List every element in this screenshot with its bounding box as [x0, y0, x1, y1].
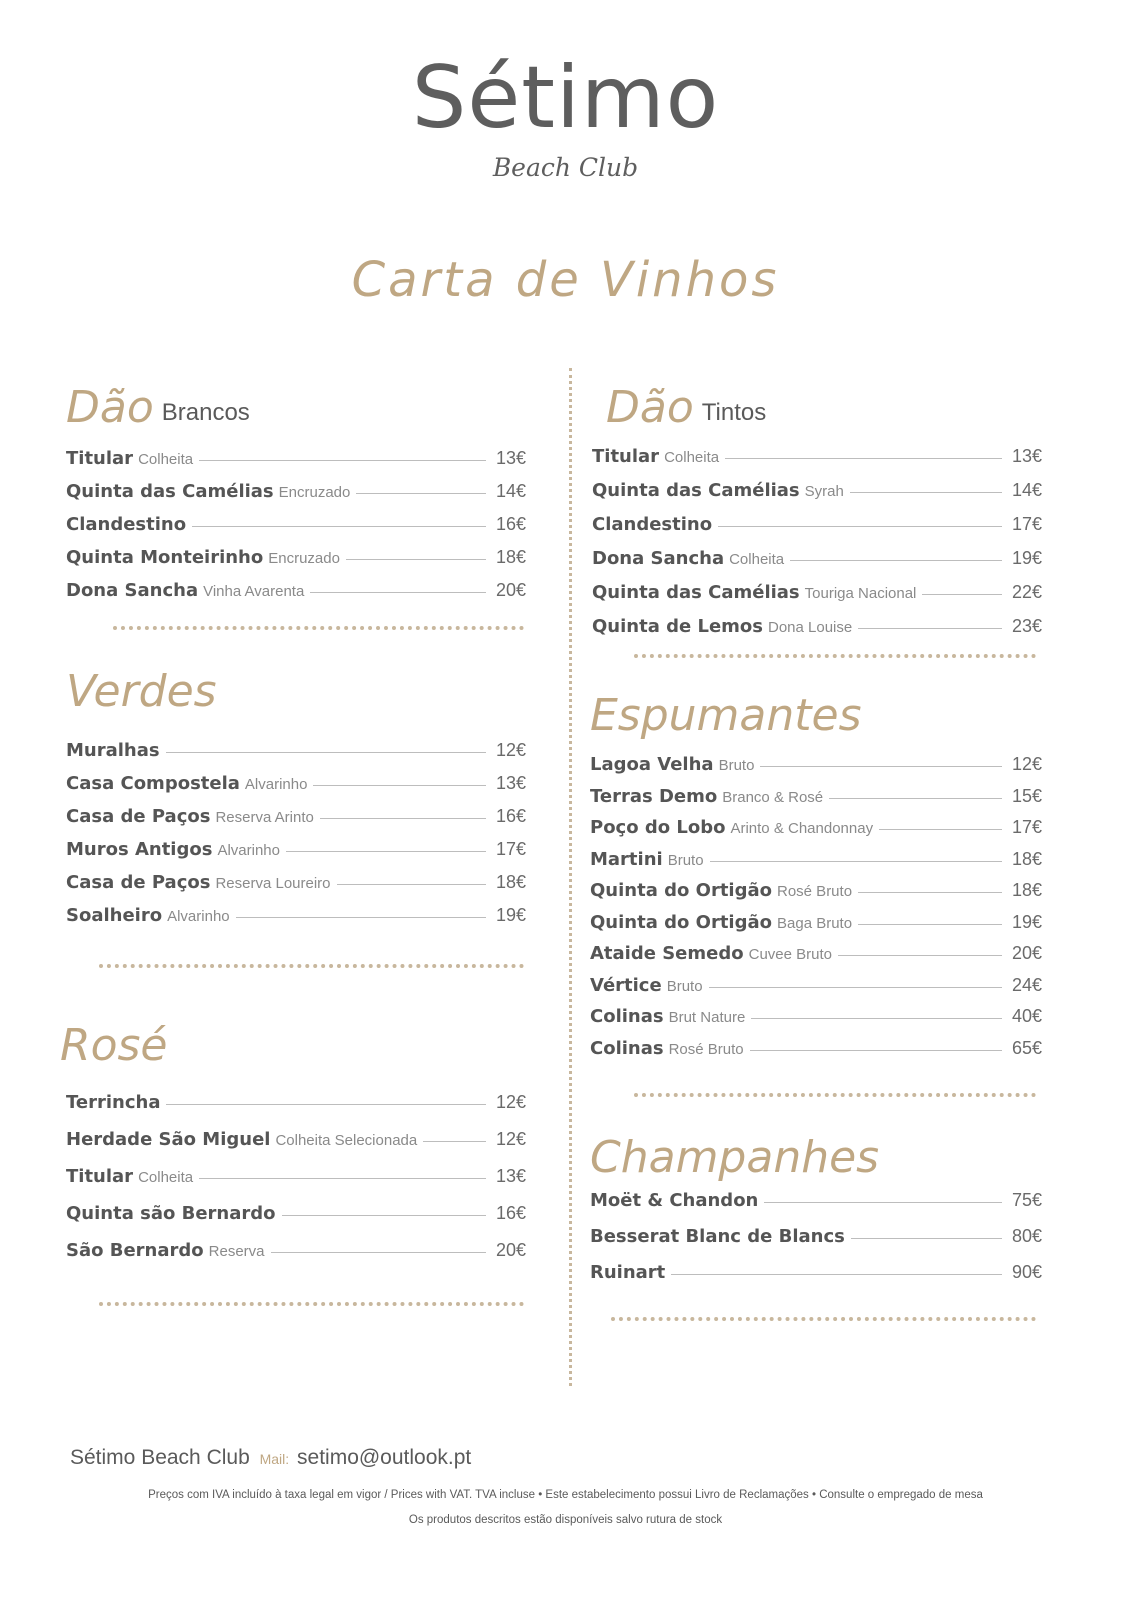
price-leader-line [320, 818, 486, 819]
wine-item [590, 1006, 1042, 1038]
brand-logo [0, 48, 1131, 182]
wine-name: Ruinart [590, 1262, 666, 1283]
section-title [60, 1010, 526, 1071]
wine-item [590, 1190, 1042, 1226]
wine-name: Terrincha [66, 1092, 161, 1113]
price-leader-line [750, 1050, 1002, 1051]
footer-mail-label: Mail: [259, 1451, 290, 1467]
section-verdes [66, 656, 526, 938]
wine-price: 40€ [1011, 1006, 1042, 1026]
wine-description: Alvarinho [217, 842, 280, 859]
wine-name: Herdade São Miguel [66, 1129, 271, 1150]
price-leader-line [709, 987, 1002, 988]
wine-price: 20€ [495, 1240, 526, 1260]
wine-name: Colinas [590, 1006, 664, 1027]
section-separator [99, 964, 524, 968]
wine-item [66, 740, 526, 773]
section-title [592, 372, 1042, 433]
wine-name: Quinta Monteirinho [66, 547, 264, 568]
price-leader-line [282, 1215, 486, 1216]
section-separator [634, 654, 1036, 658]
wine-description: Syrah [804, 483, 844, 500]
footer-mail-link[interactable]: setimo@outlook.pt [297, 1446, 472, 1469]
wine-price: 65€ [1011, 1037, 1042, 1058]
section-separator [611, 1317, 1036, 1321]
wine-name: Terras Demo [590, 785, 718, 807]
wine-item [66, 872, 526, 905]
price-leader-line [166, 1104, 486, 1105]
wine-name: Lagoa Velha [590, 754, 714, 775]
wine-description: Colheita [664, 449, 720, 466]
wine-price: 14€ [1011, 480, 1042, 500]
wine-item [592, 548, 1042, 582]
section-title-main: Rosé [60, 1020, 168, 1071]
wine-description: Colheita [138, 451, 194, 468]
section-dao-tintos [592, 372, 1042, 650]
wine-item [590, 1262, 1042, 1298]
wine-description: Bruto [667, 851, 704, 869]
wine-description: Rosé Bruto [668, 1040, 744, 1058]
wine-name: Titular [66, 1166, 134, 1187]
section-title-sub: Tintos [701, 399, 767, 426]
wine-name: Quinta do Ortigão [590, 911, 772, 933]
wine-price: 18€ [495, 872, 526, 892]
wine-item [590, 817, 1042, 849]
wine-name: Besserat Blanc de Blancs [590, 1226, 845, 1247]
wine-price: 19€ [495, 905, 526, 925]
section-title-main: Dão [66, 382, 154, 433]
wine-item [590, 786, 1042, 818]
section-separator [634, 1093, 1036, 1097]
price-leader-line [166, 752, 486, 753]
footer-legal-note: Preços com IVA incluído à taxa legal em vigor / Prices with VAT. TVA incluse • Este estabelecimento possui Livro de Reclamações • Consulte o empregado de mesa [148, 1489, 983, 1501]
price-leader-line [313, 785, 486, 786]
wine-list [590, 754, 1042, 1069]
price-leader-line [718, 526, 1002, 527]
wine-name: Casa de Paços [66, 872, 211, 893]
wine-price: 24€ [1011, 974, 1042, 995]
price-leader-line [829, 798, 1002, 799]
wine-item [590, 880, 1042, 912]
wine-name: Poço do Lobo [590, 817, 726, 838]
wine-description: Dona Louise [768, 619, 853, 636]
price-leader-line [851, 1238, 1002, 1239]
price-leader-line [850, 492, 1002, 493]
wine-price: 75€ [1011, 1190, 1042, 1210]
wine-price: 13€ [1011, 446, 1042, 466]
wine-name: Quinta das Camélias [592, 480, 800, 501]
section-title-main: Espumantes [590, 690, 862, 741]
wine-name: Muros Antigos [66, 839, 213, 860]
wine-price: 18€ [1011, 880, 1042, 900]
wine-list [592, 446, 1042, 650]
wine-description: Bruto [718, 757, 755, 774]
wine-name: Quinta do Ortigão [590, 880, 772, 901]
wine-price: 17€ [495, 839, 526, 859]
wine-description: Encruzado [268, 550, 340, 567]
wine-price: 12€ [495, 1092, 526, 1112]
brand-subtitle: Beach Club [492, 153, 639, 182]
wine-price: 12€ [495, 1129, 526, 1149]
wine-list [60, 1092, 526, 1277]
wine-description: Encruzado [278, 484, 351, 501]
wine-item [66, 1129, 526, 1166]
wine-name: Dona Sancha [592, 548, 725, 569]
wine-list [66, 448, 526, 613]
wine-name: Soalheiro [66, 905, 163, 926]
section-dao-brancos [66, 372, 526, 613]
wine-name: Martini [590, 848, 663, 870]
price-leader-line [922, 594, 1002, 595]
wine-description: Colheita [729, 551, 785, 568]
wine-price: 23€ [1011, 616, 1042, 636]
wine-item [592, 480, 1042, 514]
brand-name: Sétimo [411, 48, 720, 148]
section-title-sub: Brancos [161, 399, 250, 426]
wine-item [66, 481, 526, 514]
wine-price: 13€ [495, 1166, 526, 1186]
price-leader-line [271, 1252, 487, 1253]
price-leader-line [764, 1202, 1002, 1203]
wine-price: 16€ [495, 514, 526, 534]
price-leader-line [710, 861, 1002, 862]
menu-title: Carta de Vinhos [351, 252, 780, 308]
wine-name: Clandestino [592, 514, 713, 535]
price-leader-line [725, 458, 1002, 459]
section-title-main: Verdes [66, 666, 217, 717]
wine-price: 13€ [495, 448, 526, 468]
wine-item [66, 839, 526, 872]
wine-name: Casa Compostela [66, 773, 240, 794]
wine-price: 14€ [495, 481, 526, 501]
wine-item [66, 547, 526, 580]
wine-name: Muralhas [66, 740, 160, 761]
wine-name: Quinta de Lemos [592, 616, 763, 637]
wine-description: Colheita [138, 1169, 194, 1186]
wine-price: 80€ [1011, 1226, 1042, 1246]
wine-item [66, 1240, 526, 1277]
wine-description: Rosé Bruto [777, 883, 853, 900]
wine-price: 12€ [1011, 754, 1042, 774]
section-title [590, 680, 1042, 741]
section-rose [60, 1010, 526, 1277]
section-title [66, 372, 526, 433]
price-leader-line [879, 829, 1002, 830]
price-leader-line [286, 851, 486, 852]
wine-description: Reserva Loureiro [215, 875, 331, 892]
wine-price: 22€ [1011, 582, 1042, 602]
price-leader-line [310, 592, 486, 593]
section-separator [99, 1302, 524, 1306]
wine-description: Colheita Selecionada [275, 1132, 418, 1149]
wine-description: Baga Bruto [777, 914, 853, 932]
wine-price: 18€ [1011, 848, 1042, 869]
wine-name: Titular [66, 448, 134, 469]
wine-description: Reserva [208, 1243, 265, 1260]
price-leader-line [423, 1141, 486, 1142]
wine-price: 12€ [495, 740, 526, 760]
wine-price: 17€ [1011, 817, 1042, 837]
wine-price: 20€ [495, 580, 526, 600]
price-leader-line [790, 560, 1002, 561]
section-title-main: Dão [606, 382, 694, 433]
price-leader-line [236, 917, 486, 918]
wine-description: Reserva Arinto [215, 809, 314, 826]
wine-description: Alvarinho [244, 776, 308, 793]
wine-item [592, 582, 1042, 616]
wine-description: Brut Nature [668, 1009, 746, 1026]
wine-name: Quinta são Bernardo [66, 1203, 276, 1224]
wine-price: 18€ [495, 547, 526, 567]
footer-club-name: Sétimo Beach Club [70, 1446, 250, 1469]
price-leader-line [356, 493, 486, 494]
wine-item [66, 1166, 526, 1203]
section-espumantes [590, 680, 1042, 1069]
wine-item [66, 905, 526, 938]
wine-item [66, 1092, 526, 1129]
wine-item [590, 849, 1042, 881]
wine-price: 15€ [1011, 785, 1042, 806]
wine-price: 20€ [1011, 943, 1042, 963]
wine-item [66, 514, 526, 547]
wine-name: Casa de Paços [66, 806, 211, 827]
wine-price: 13€ [495, 773, 526, 793]
wine-list [590, 1190, 1042, 1298]
footer-stock-note: Os produtos descritos estão disponíveis salvo rutura de stock [408, 1514, 723, 1526]
wine-name: São Bernardo [66, 1240, 204, 1261]
section-separator [113, 626, 524, 630]
wine-price: 17€ [1011, 514, 1042, 534]
price-leader-line [760, 766, 1002, 767]
wine-name: Vértice [590, 974, 662, 996]
price-leader-line [192, 526, 486, 527]
price-leader-line [199, 1178, 486, 1179]
wine-item [66, 448, 526, 481]
price-leader-line [838, 955, 1002, 956]
section-champanhes [590, 1122, 1042, 1298]
price-leader-line [858, 628, 1002, 629]
wine-item [592, 616, 1042, 650]
wine-name: Titular [592, 446, 660, 467]
price-leader-line [671, 1274, 1002, 1275]
wine-item [66, 773, 526, 806]
wine-item [66, 580, 526, 613]
wine-item [590, 912, 1042, 944]
wine-item [592, 446, 1042, 480]
wine-item [590, 943, 1042, 975]
wine-item [590, 1226, 1042, 1262]
wine-list [66, 740, 526, 938]
price-leader-line [346, 559, 486, 560]
wine-name: Colinas [590, 1037, 664, 1059]
column-divider [569, 368, 572, 1386]
wine-item [66, 1203, 526, 1240]
price-leader-line [751, 1018, 1002, 1019]
wine-price: 16€ [495, 806, 526, 826]
wine-description: Branco & Rosé [722, 788, 824, 806]
wine-price: 16€ [495, 1203, 526, 1223]
price-leader-line [337, 884, 486, 885]
wine-description: Arinto & Chandonnay [730, 820, 874, 837]
wine-description: Bruto [666, 977, 703, 995]
wine-price: 90€ [1011, 1262, 1042, 1282]
wine-name: Ataide Semedo [590, 943, 744, 964]
price-leader-line [199, 460, 486, 461]
wine-name: Quinta das Camélias [592, 582, 800, 603]
wine-name: Quinta das Camélias [66, 481, 274, 502]
wine-name: Moët & Chandon [590, 1190, 759, 1211]
footer-contact [70, 1446, 471, 1470]
section-title [590, 1122, 1042, 1183]
wine-description: Alvarinho [167, 908, 230, 925]
section-title-main: Champanhes [590, 1132, 880, 1183]
wine-item [590, 754, 1042, 786]
wine-name: Dona Sancha [66, 580, 199, 601]
wine-item [592, 514, 1042, 548]
wine-name: Clandestino [66, 514, 187, 535]
wine-item [590, 975, 1042, 1007]
wine-price: 19€ [1011, 548, 1042, 568]
wine-description: Cuvee Bruto [748, 946, 832, 963]
section-title [66, 656, 526, 717]
wine-description: Vinha Avarenta [203, 583, 305, 600]
wine-item [66, 806, 526, 839]
wine-item [590, 1038, 1042, 1070]
price-leader-line [858, 892, 1002, 893]
wine-price: 19€ [1011, 911, 1042, 932]
price-leader-line [858, 924, 1002, 925]
wine-description: Touriga Nacional [804, 585, 917, 602]
